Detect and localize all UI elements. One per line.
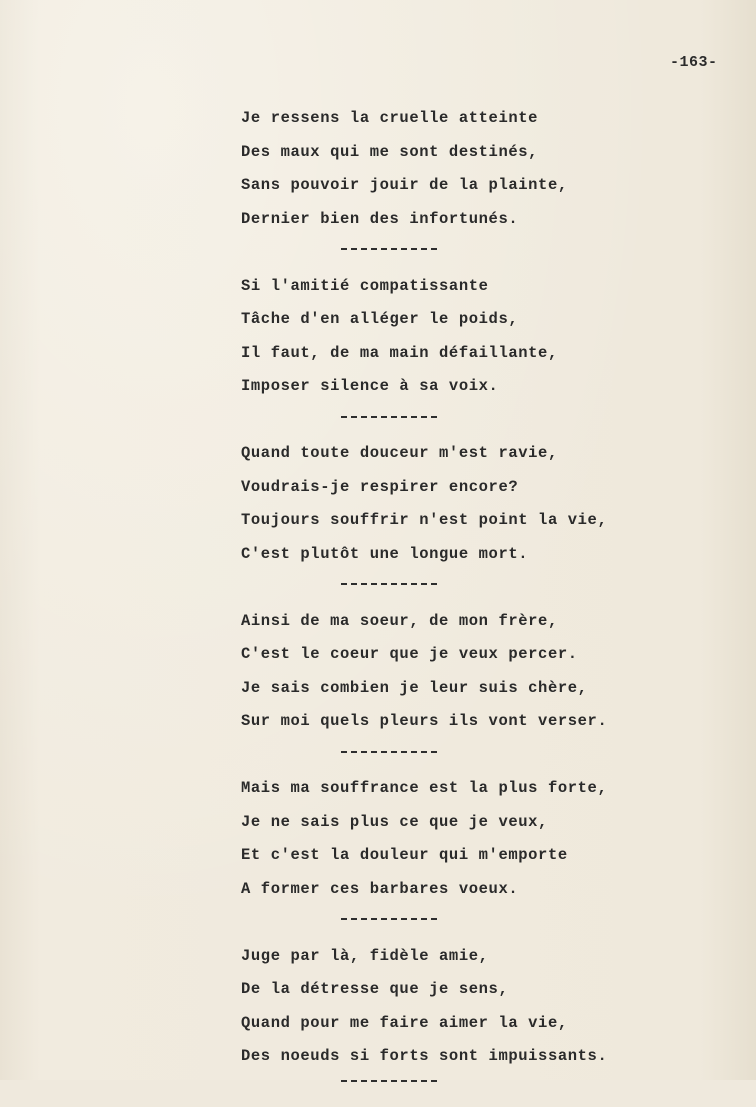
poem-line: Je sais combien je leur suis chère, <box>241 672 721 706</box>
poem-line: Quand pour me faire aimer la vie, <box>241 1007 721 1041</box>
poem-line: Je ressens la cruelle atteinte <box>241 102 721 136</box>
stanza-3 <box>241 437 721 571</box>
poem-line: Des noeuds si forts sont impuissants. <box>241 1040 721 1074</box>
stanza-separator <box>241 906 721 940</box>
stanza-1 <box>241 102 721 236</box>
poem-line: C'est le coeur que je veux percer. <box>241 638 721 672</box>
stanza-4 <box>241 605 721 739</box>
poem-line: Voudrais-je respirer encore? <box>241 471 721 505</box>
poem-line: A former ces barbares voeux. <box>241 873 721 907</box>
stanza-separator <box>241 236 721 270</box>
stanza-separator <box>241 1074 721 1107</box>
poem-line: Dernier bien des infortunés. <box>241 203 721 237</box>
poem-line: Imposer silence à sa voix. <box>241 370 721 404</box>
stanza-separator <box>241 404 721 438</box>
poem-line: Et c'est la douleur qui m'emporte <box>241 839 721 873</box>
stanza-separator <box>241 739 721 773</box>
poem-line: Je ne sais plus ce que je veux, <box>241 806 721 840</box>
poem-line: Sur moi quels pleurs ils vont verser. <box>241 705 721 739</box>
poem-line: C'est plutôt une longue mort. <box>241 538 721 572</box>
poem-line: Quand toute douceur m'est ravie, <box>241 437 721 471</box>
poem-line: Tâche d'en alléger le poids, <box>241 303 721 337</box>
poem-line: Mais ma souffrance est la plus forte, <box>241 772 721 806</box>
stanza-6 <box>241 940 721 1074</box>
poem-line: Si l'amitié compatissante <box>241 270 721 304</box>
poem-line: Des maux qui me sont destinés, <box>241 136 721 170</box>
poem-line: Ainsi de ma soeur, de mon frère, <box>241 605 721 639</box>
stanza-5 <box>241 772 721 906</box>
poem-line: Sans pouvoir jouir de la plainte, <box>241 169 721 203</box>
poem-line: Il faut, de ma main défaillante, <box>241 337 721 371</box>
page-number: -163- <box>670 54 718 71</box>
stanza-2 <box>241 270 721 404</box>
stanza-separator <box>241 571 721 605</box>
poem <box>241 102 721 1107</box>
poem-line: De la détresse que je sens, <box>241 973 721 1007</box>
poem-line: Toujours souffrir n'est point la vie, <box>241 504 721 538</box>
poem-line: Juge par là, fidèle amie, <box>241 940 721 974</box>
